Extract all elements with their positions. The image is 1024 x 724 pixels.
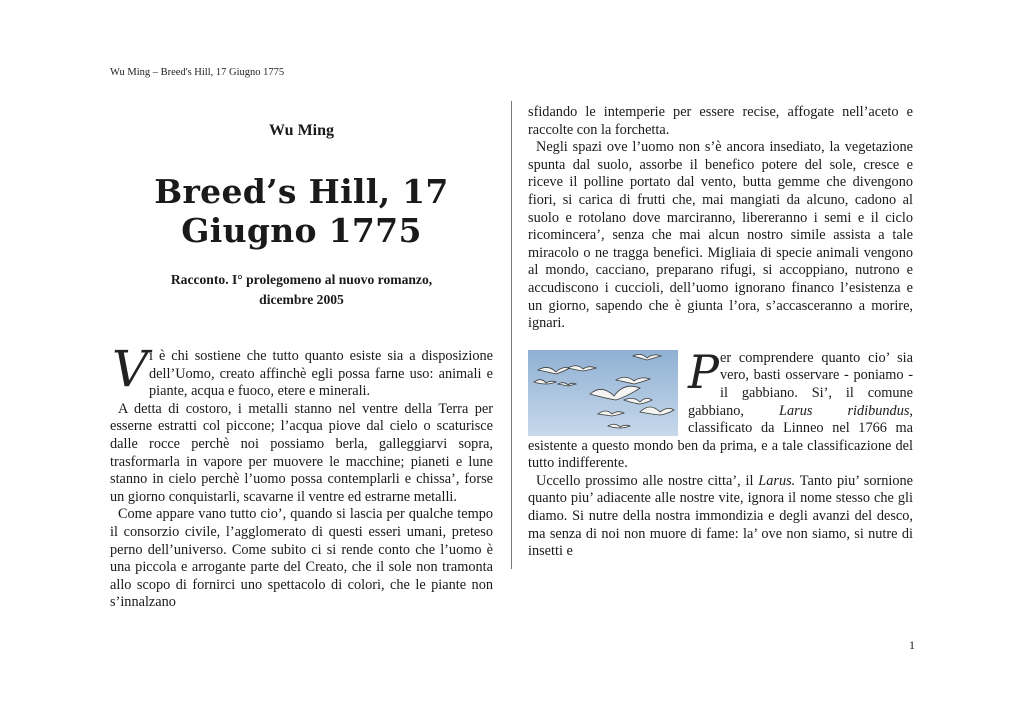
paragraph-r4-text-b: Tanto piu’ sornione quanto piu’ adiacente alle nostre vite, ignora il nome stesso che gli diamo. Si nutre della nostra immondizia e degli avanzi del desco, ma senza di noi non muore di fame: la’ ove non siamo, si nutre di insetti e	[528, 472, 913, 560]
left-column	[110, 110, 493, 612]
drop-cap-v: V	[112, 340, 149, 398]
paragraph-2: A detta di costoro, i metalli stanno nel ventre della Terra per esserne estratti col piccone; l’acqua piove dal cielo o scaturisce dalle rocce perchè noi possiamo berla, galleggiarvi sopra, trasformarla in vapore per muovere le macchine; pianeti e lune stanno in cielo perchè l’uomo possa contemplarli e chissa’, forse un giorno conquistarli, scavarne il ventre ed estrarne metalli.	[110, 400, 493, 505]
subtitle-line-2: dicembre 2005	[259, 292, 344, 307]
paragraph-r3-text-b: , classificato da Linneo nel 1766 ma esistente a questo mondo ben da prima, e a tale classificazione del tutto indifferente.	[528, 402, 913, 472]
subtitle	[110, 270, 493, 310]
running-header: Wu Ming – Breed's Hill, 17 Giugno 1775	[110, 67, 285, 78]
gull-section	[528, 344, 913, 473]
paragraph-r2: Negli spazi ove l’uomo non s’è ancora insediato, la vegetazione spunta dal suolo, assorbe il benefico potere del sole, cresce e riceve il polline portato dal vento, butta gemme che divengono fiori, si carica di frutti che, mai mangiati da alcuno, cadono al suolo e rotolano dove marciranno, libereranno i semi e il ciclo ricomincera’, senza che mai alcun nostro simile assista a tale miracolo o ne tragga benefici. Migliaia di specie animali vengono al mondo, cacciano, preparano rifugi, si accoppiano, nutrono e accudiscono i cuccioli, dell’uomo ignorano financo l’esistenza e un giorno, sapendo che è giunta l’ora, s’accasceranno a morire, ignari.	[528, 139, 913, 332]
page-number: 1	[909, 638, 915, 652]
paragraph-1-text: i è chi sostiene che tutto quanto esiste sia a disposizione dell’Uomo, creato affinchè egli possa farne uso: animali e piante, acqua e fuoco, etere e minerali.	[149, 348, 493, 400]
paragraph-r4	[528, 473, 913, 561]
document-title: Breed’s Hill, 17 Giugno 1775	[154, 172, 449, 250]
column-divider	[511, 101, 512, 569]
paragraph-3: Come appare vano tutto cio’, quando si lascia per qualche tempo il consorzio civile, l’agglomerato di questi esseri umani, preteso perno dell’universo. Come subito ci si rende conto che l’uomo è una piccola e arrogante parte del Creato, che il sole non tramonta allo scopo di fornirci uno spettacolo di colori, che le piante non s’innalzano	[110, 506, 493, 611]
paragraph-r1: sfidando le intemperie per essere recise, affogate nell’aceto e raccolte con la forchetta.	[528, 104, 913, 138]
genus-name: Larus.	[758, 472, 796, 489]
subtitle-line-1: Racconto. I° prolegomeno al nuovo romanzo,	[170, 272, 433, 287]
paragraph-r3-text-a: er comprendere quanto cio’ sia vero, basti osservare - poniamo - il gabbiano. Si’, il comune gabbiano,	[688, 349, 913, 419]
species-name: Larus ridibundus	[779, 402, 910, 419]
right-column	[528, 104, 913, 561]
paragraph-r4-text-a: Uccello prossimo alle nostre citta’, il	[536, 472, 754, 489]
paragraph-1	[110, 340, 493, 401]
author-name: Wu Ming	[268, 122, 335, 139]
seagulls-image	[528, 350, 678, 436]
drop-cap-p: P	[688, 344, 719, 399]
